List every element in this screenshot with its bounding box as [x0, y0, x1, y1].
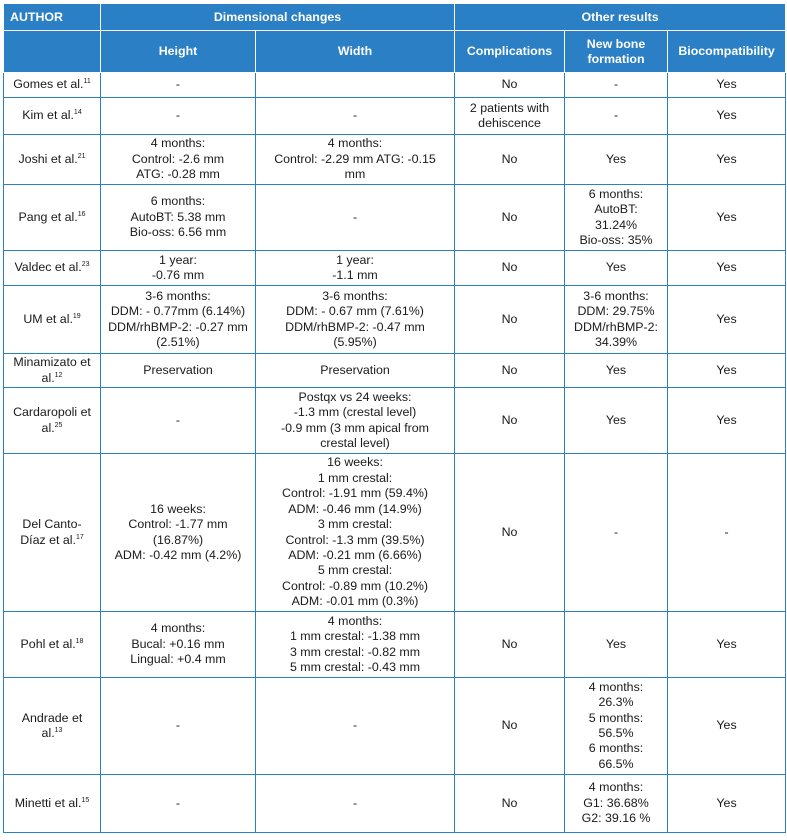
- header-author-blank: [4, 31, 101, 73]
- reference-number: 12: [54, 371, 63, 379]
- reference-number: 21: [77, 152, 86, 160]
- cell-biocompat: Yes: [668, 135, 786, 185]
- cell-author: [4, 354, 101, 388]
- table-row: [4, 73, 786, 98]
- cell-new-bone: -: [565, 454, 668, 612]
- reference-number: 11: [83, 78, 91, 86]
- cell-complications: 2 patients with dehiscence: [455, 98, 565, 135]
- table-row: [4, 388, 786, 454]
- cell-new-bone: Yes: [565, 354, 668, 388]
- reference-number: 14: [73, 109, 82, 117]
- cell-width: 1 year: -1.1 mm: [256, 251, 455, 286]
- table-row: [4, 98, 786, 135]
- cell-author: [4, 612, 101, 678]
- cell-new-bone: Yes: [565, 612, 668, 678]
- cell-complications: No: [455, 612, 565, 678]
- cell-width: 16 weeks: 1 mm crestal: Control: -1.91 mm (59.4%) ADM: -0.46 mm (14.9%) 3 mm crestal: Control: -1.3 mm (39.5%) ADM: -0.21 mm (6.66%) 5 mm crestal: Control: -0.89 mm (10.2%) ADM: -0.01 mm (0.3%): [256, 454, 455, 612]
- cell-height: 16 weeks: Control: -1.77 mm (16.87%) ADM: -0.42 mm (4.2%): [101, 454, 256, 612]
- cell-width: -: [256, 185, 455, 251]
- cell-biocompat: Yes: [668, 73, 786, 98]
- cell-new-bone: 6 months: AutoBT: 31.24% Bio-oss: 35%: [565, 185, 668, 251]
- cell-new-bone: Yes: [565, 135, 668, 185]
- table-row: [4, 354, 786, 388]
- author-name: Gomes et al.: [13, 77, 84, 92]
- cell-complications: No: [455, 286, 565, 354]
- cell-new-bone: 4 months: G1: 36.68% G2: 39.16 %: [565, 775, 668, 833]
- cell-author: [4, 454, 101, 612]
- cell-complications: No: [455, 388, 565, 454]
- cell-new-bone: -: [565, 73, 668, 98]
- cell-height: -: [101, 388, 256, 454]
- cell-height: -: [101, 73, 256, 98]
- table-row: [4, 612, 786, 678]
- cell-width: -: [256, 98, 455, 135]
- cell-author: [4, 286, 101, 354]
- cell-author: [4, 678, 101, 775]
- cell-height: 4 months: Control: -2.6 mm ATG: -0.28 mm: [101, 135, 256, 185]
- header-other-results: Other results: [455, 4, 786, 31]
- cell-width: Preservation: [256, 354, 455, 388]
- header-width: Width: [256, 31, 455, 73]
- cell-complications: No: [455, 185, 565, 251]
- cell-complications: No: [455, 251, 565, 286]
- cell-height: -: [101, 678, 256, 775]
- cell-biocompat: Yes: [668, 286, 786, 354]
- table-row: [4, 678, 786, 775]
- cell-biocompat: Yes: [668, 612, 786, 678]
- cell-height: 4 months: Bucal: +0.16 mm Lingual: +0.4 mm: [101, 612, 256, 678]
- cell-author: [4, 98, 101, 135]
- cell-width: Postqx vs 24 weeks: -1.3 mm (crestal level) -0.9 mm (3 mm apical from crestal level): [256, 388, 455, 454]
- cell-height: 3-6 months: DDM: - 0.77mm (6.14%) DDM/rhBMP-2: -0.27 mm (2.51%): [101, 286, 256, 354]
- cell-biocompat: -: [668, 454, 786, 612]
- cell-new-bone: Yes: [565, 251, 668, 286]
- results-table: [3, 3, 786, 833]
- reference-number: 13: [54, 726, 63, 734]
- reference-number: 25: [54, 421, 63, 429]
- table-row: [4, 286, 786, 354]
- reference-number: 15: [81, 796, 90, 804]
- header-biocompatibility: Biocompatibility: [668, 31, 786, 73]
- cell-complications: No: [455, 775, 565, 833]
- cell-new-bone: 4 months: 26.3% 5 months: 56.5% 6 months: 66.5%: [565, 678, 668, 775]
- cell-width: 3-6 months: DDM: - 0.67 mm (7.61%) DDM/rhBMP-2: -0.47 mm (5.95%): [256, 286, 455, 354]
- author-name: Kim et al.: [22, 108, 74, 123]
- cell-biocompat: Yes: [668, 678, 786, 775]
- cell-new-bone: -: [565, 98, 668, 135]
- author-name: Minamizato et al.: [13, 355, 91, 385]
- author-name: Pang et al.: [18, 209, 78, 224]
- cell-height: -: [101, 775, 256, 833]
- author-name: Joshi et al.: [18, 151, 78, 166]
- cell-height: 1 year: -0.76 mm: [101, 251, 256, 286]
- header-new-bone-formation: New bone formation: [565, 31, 668, 73]
- reference-number: 17: [76, 533, 84, 541]
- reference-number: 16: [77, 210, 86, 218]
- author-name: Del Canto- Díaz et al.: [20, 517, 82, 547]
- cell-author: [4, 251, 101, 286]
- cell-complications: No: [455, 454, 565, 612]
- cell-complications: No: [455, 678, 565, 775]
- cell-new-bone: 3-6 months: DDM: 29.75% DDM/rhBMP-2: 34.39%: [565, 286, 668, 354]
- header-author: AUTHOR: [4, 4, 101, 31]
- cell-biocompat: Yes: [668, 775, 786, 833]
- cell-height: -: [101, 98, 256, 135]
- cell-height: 6 months: AutoBT: 5.38 mm Bio-oss: 6.56 mm: [101, 185, 256, 251]
- table-row: [4, 775, 786, 833]
- reference-number: 19: [72, 312, 81, 320]
- cell-width: -: [256, 775, 455, 833]
- cell-biocompat: Yes: [668, 388, 786, 454]
- cell-width: 4 months: 1 mm crestal: -1.38 mm 3 mm crestal: -0.82 mm 5 mm crestal: -0.43 mm: [256, 612, 455, 678]
- table-row: [4, 135, 786, 185]
- author-name: Minetti et al.: [14, 795, 82, 810]
- table-row: [4, 251, 786, 286]
- cell-author: [4, 73, 101, 98]
- author-name: Valdec et al.: [14, 260, 82, 275]
- author-name: Andrade et al.: [21, 710, 83, 740]
- cell-biocompat: Yes: [668, 185, 786, 251]
- header-complications: Complications: [455, 31, 565, 73]
- cell-author: [4, 185, 101, 251]
- cell-new-bone: Yes: [565, 388, 668, 454]
- header-height: Height: [101, 31, 256, 73]
- header-dimensional-changes: Dimensional changes: [101, 4, 455, 31]
- cell-author: [4, 388, 101, 454]
- author-name: Cardaropoli et al.: [13, 405, 91, 435]
- cell-width: [256, 73, 455, 98]
- author-name: Pohl et al.: [20, 636, 76, 651]
- cell-width: 4 months: Control: -2.29 mm ATG: -0.15 mm: [256, 135, 455, 185]
- table-row: [4, 185, 786, 251]
- table-row: [4, 454, 786, 612]
- cell-biocompat: Yes: [668, 354, 786, 388]
- cell-complications: No: [455, 73, 565, 98]
- reference-number: 18: [75, 637, 84, 645]
- cell-complications: No: [455, 135, 565, 185]
- cell-author: [4, 135, 101, 185]
- cell-height: Preservation: [101, 354, 256, 388]
- reference-number: 23: [81, 261, 90, 269]
- cell-author: [4, 775, 101, 833]
- cell-biocompat: Yes: [668, 98, 786, 135]
- cell-complications: No: [455, 354, 565, 388]
- cell-biocompat: Yes: [668, 251, 786, 286]
- author-name: UM et al.: [23, 311, 73, 326]
- cell-width: -: [256, 678, 455, 775]
